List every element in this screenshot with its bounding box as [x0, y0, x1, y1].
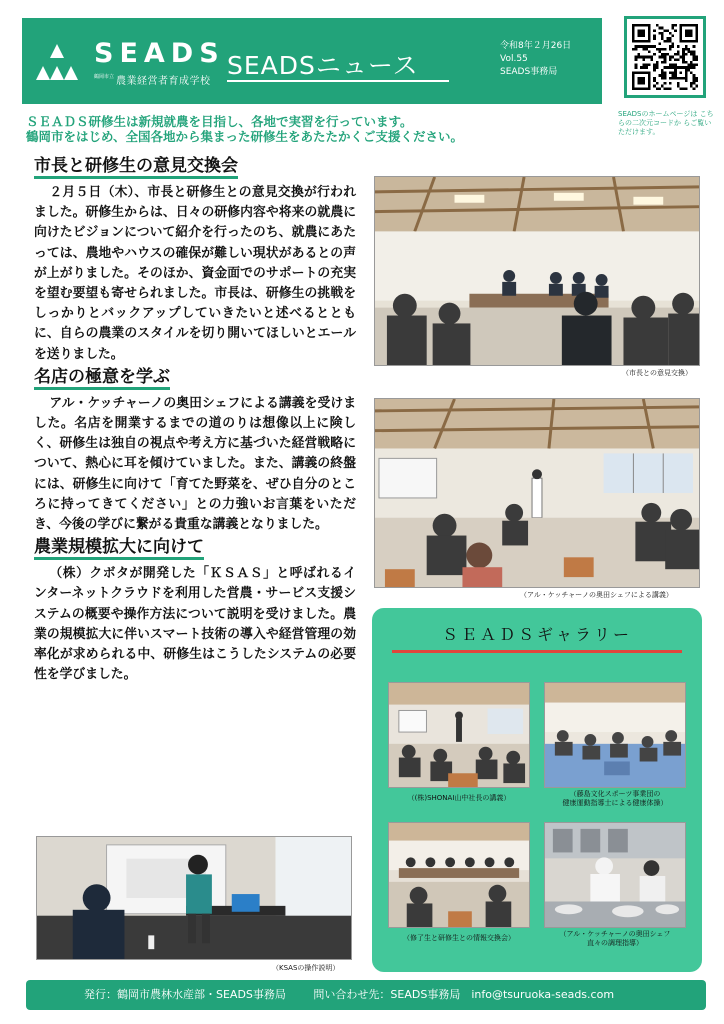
seads-logo[interactable] [34, 36, 234, 92]
photo-chef-lecture [374, 398, 700, 588]
issue-info [500, 40, 571, 79]
title-underline [227, 80, 449, 82]
gallery-caption-exercise-line-2: 健康運動指導士による健康体操） [562, 799, 668, 807]
photo-ksas-demo [36, 836, 352, 960]
gallery-caption-exercise-line-1: （藤島文化スポーツ事業団の [569, 790, 661, 798]
logo-triangles-icon [34, 42, 80, 88]
lead-line-1: ＳＥＡＤＳ研修生は新規就農を目指し、各地で実習を行っています。 [26, 114, 413, 129]
gallery-caption-cooking [544, 930, 686, 948]
gallery-photo-shonai [388, 682, 530, 788]
article-body-chef: アル・ケッチャーノの奥田シェフによる講義を受けました。名店を開業するまでの道のりは想像以上に険しく、研修生は独自の視点や考え方に基づいた経営戦略について、熱心に耳を傾けていました。また、講義の終盤には、研修生に向けて「育てた野菜を、ぜひ自分のところに持ってきてください」との力強いお言葉をいただき、今後の学びに繋がる貴重な講義となりました。 [34, 395, 356, 533]
issue-office: SEADS事務局 [500, 67, 558, 77]
article-body-ksas: （株）クボタが開発した「ＫＳＡＳ」と呼ばれるインターネットクラウドを利用した営農・サービス支援システムの概要や操作方法について説明を受けました。農業の規模拡大に伴いスマート技術の導入や経営管理の効率化が求められる中、研修生はこうしたシステムの必要性を学びました。 [34, 566, 356, 683]
logo-school-name: 農業経営者育成学校 [116, 76, 211, 87]
gallery-photo-exchange [388, 822, 530, 928]
photo-ksas-caption: （KSASの操作説明） [272, 964, 340, 972]
newsletter-title: SEADSニュース [227, 51, 419, 80]
gallery-caption-exercise [544, 790, 686, 808]
gallery-caption-cooking-line-1: （アル・ケッチャーノの奥田シェフ [559, 930, 671, 938]
gallery-caption-cooking-line-2: 直々の調理指導） [587, 939, 643, 947]
footer-bar [26, 980, 706, 1010]
lead-text [26, 114, 606, 144]
qr-code-graphic [632, 24, 698, 90]
gallery-title: ＳＥＡＤＳギャラリー [441, 625, 632, 644]
footer-publisher: 発行：鶴岡市農林水産部・SEADS事務局 [84, 988, 286, 1001]
photo-mayor-meeting [374, 176, 700, 366]
gallery-caption-shonai: （(株)SHONAI山中社長の講義） [407, 794, 511, 802]
gallery-photo-exercise [544, 682, 686, 788]
logo-small-text: 鶴岡市立 [94, 74, 115, 80]
article-body-mayor: ２月５日（木）、市長と研修生との意見交換が行われました。研修生からは、日々の研修内容や将来の就農に向けたビジョンについて紹介を行ったのち、就農にあたっては、農地やハウスの確保が難しい現状があるとの声が上がりました。そのほか、資金面でのサポートの充実を望む要望も寄せられました。市長は、研修生の挑戦をしっかりとバックアップしていきたいと述べるとともに、自らの農業のスタイルを切り開いてほしいとエールを送りました。 [34, 185, 356, 362]
issue-date: 令和8年２月26日 [500, 41, 572, 51]
qr-code-icon[interactable] [624, 16, 706, 98]
logo-text: SEADS [94, 38, 225, 69]
issue-volume: Vol.55 [500, 54, 528, 64]
gallery-photo-cooking [544, 822, 686, 928]
qr-caption: SEADSのホームページは こちらの二次元コードか らご覧いただけます。 [618, 110, 714, 136]
footer-contact[interactable]: 問い合わせ先：SEADS事務局 info@tsuruoka-seads.com [313, 988, 615, 1001]
gallery-title-rule [392, 650, 682, 653]
gallery-caption-exchange: （修了生と研修生との情報交換会） [403, 934, 515, 942]
article-title-ksas: 農業規模拡大に向けて [34, 537, 204, 560]
article-column [34, 156, 356, 687]
article-title-chef: 名店の極意を学ぶ [34, 367, 170, 390]
lead-line-2: 鶴岡市をはじめ、全国各地から集まった研修生をあたたかくご支援ください。 [26, 129, 464, 144]
gallery-panel [372, 608, 702, 972]
photo-chef-caption: （アル・ケッチャーノの奥田シェフによる講義） [520, 591, 673, 599]
photo-mayor-caption: （市長との意見交換） [622, 369, 692, 377]
article-title-mayor: 市長と研修生の意見交換会 [34, 156, 238, 179]
header-banner [22, 18, 602, 104]
